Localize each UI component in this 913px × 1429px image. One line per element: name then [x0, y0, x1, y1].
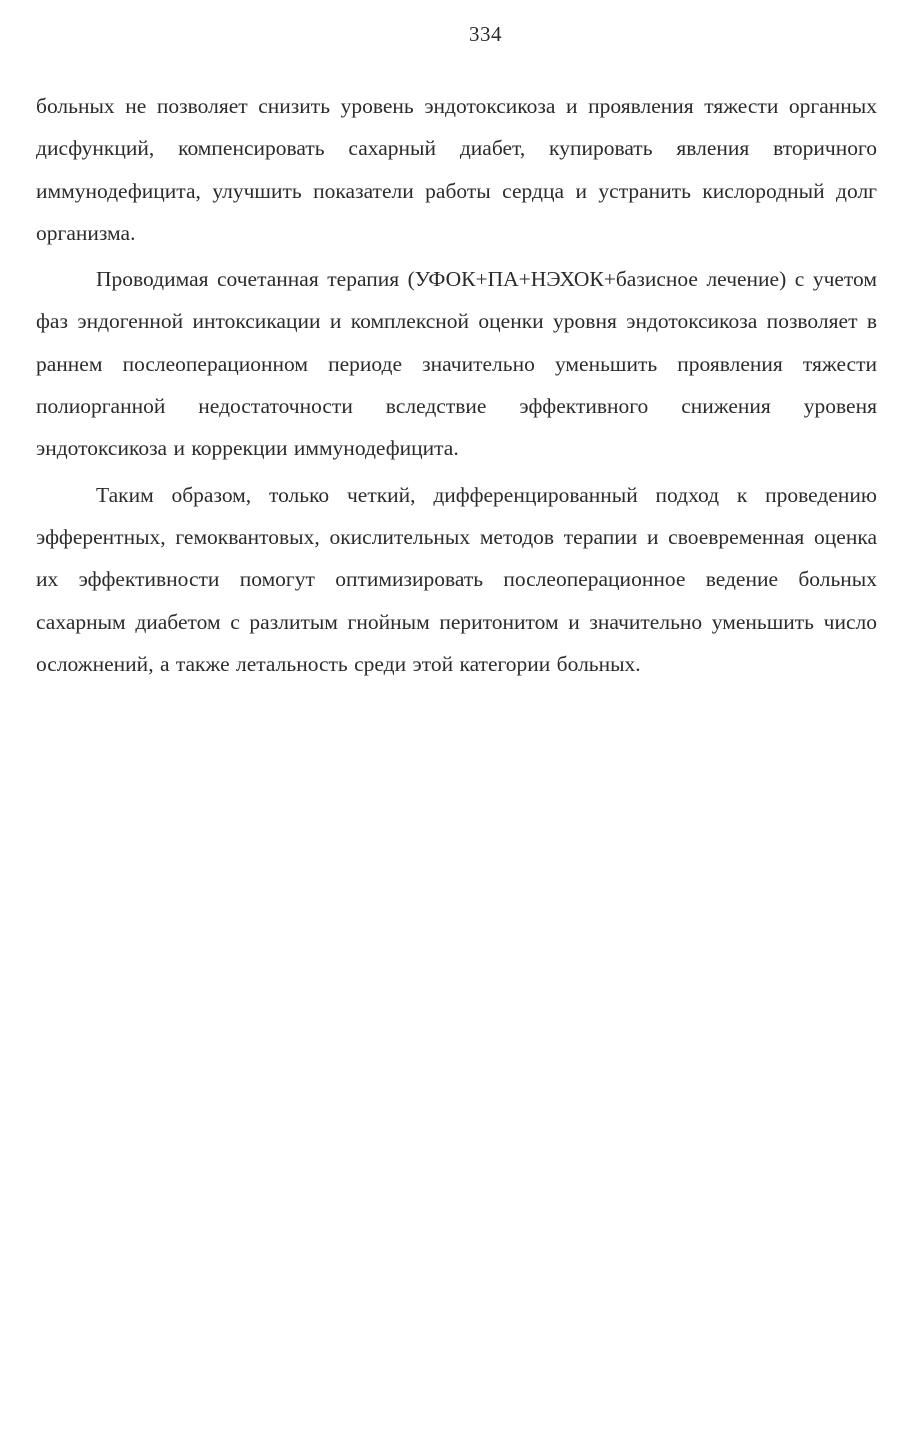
paragraph-continuation: больных не позволяет снизить уровень эндотоксикоза и проявления тяжести органных дисфункций, компенсировать сахарный диабет, купировать явления вторичного иммунодефицита, улучшить показатели работы сердца и устранить кислородный долг организма. [36, 94, 877, 245]
paragraph-conclusion: Таким образом, только четкий, дифференцированный подход к проведению эфферентных, гемоквантовых, окислительных методов терапии и своевременная оценка их эффективности помогут оптимизировать послеоперационное ведение больных сахарным диабетом с разлитым гнойным перитонитом и значительно уменьшить число осложнений, а также летальность среди этой категории больных. [36, 482, 877, 676]
paragraph-therapy: Проводимая сочетанная терапия (УФОК+ПА+НЭХОК+базисное лечение) с учетом фаз эндогенной интоксикации и комплексной оценки уровня эндотоксикоза позволяет в раннем послеоперационном периоде значительно уменьшить проявления тяжести полиорганной недостаточности вследствие эффективного снижения уровеня эндотоксикоза и коррекции иммунодефицита. [36, 267, 877, 461]
body-text [36, 85, 877, 685]
page-number: 334 [469, 22, 502, 46]
